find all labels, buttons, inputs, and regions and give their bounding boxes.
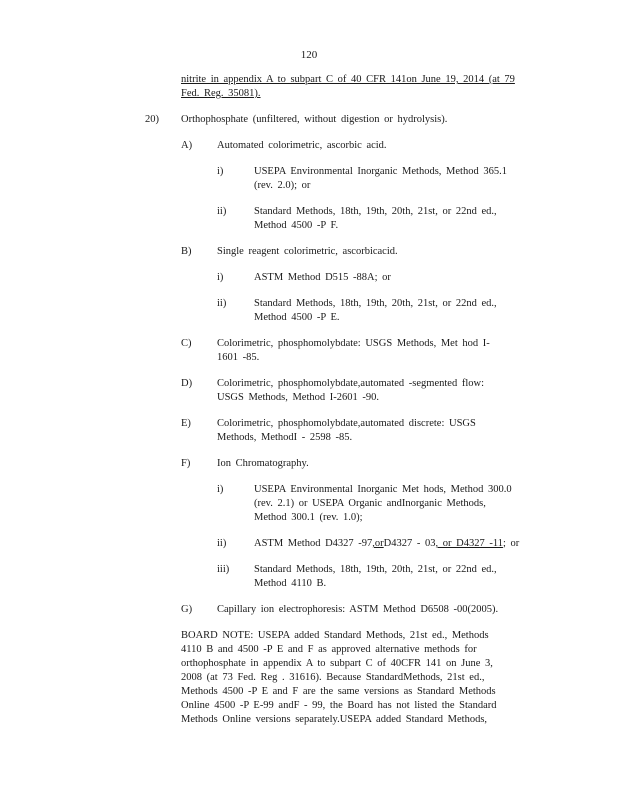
subitem-line: Ion Chromatography. — [217, 458, 309, 469]
intro-line: Fed. Reg. 35081). — [181, 88, 261, 99]
intro-paragraph — [181, 73, 536, 101]
subitem-line: Capillary ion electrophoresis: ASTM Method D6508 -00(2005). — [217, 604, 499, 615]
board-note — [181, 629, 536, 727]
clause-text — [254, 205, 536, 233]
subitem-line: Automated colorimetric, ascorbic acid. — [217, 140, 387, 151]
clause-text — [254, 297, 536, 325]
clause-marker: ii) — [217, 206, 227, 217]
clause-text-part: ; or — [502, 538, 520, 549]
clause-marker: i) — [217, 484, 224, 495]
subitem-marker: F) — [181, 458, 191, 469]
clause-line: Method 4500 -P E. — [254, 312, 340, 323]
clause-marker: i) — [217, 272, 224, 283]
board-note-line: Methods 4500 -P E and F are the same versions as Standard Methods — [181, 686, 496, 697]
item-heading-text: Orthophosphate (unfiltered, without digestion or hydrolysis). — [181, 114, 448, 125]
subitem-text — [217, 139, 536, 153]
clause-text — [254, 537, 544, 551]
board-note-line: Online 4500 -P E-99 andF - 99, the Board has not listed the Standard — [181, 700, 497, 711]
clause-text-part: D4327 - 03 — [383, 538, 436, 549]
intro-line: nitrite in appendix A to subpart C of 40 CFR 141on June 19, 2014 (at 79 — [181, 74, 515, 85]
subitem-text — [217, 417, 536, 445]
clause-line: Standard Methods, 18th, 19th, 20th, 21st, or 22nd ed., — [254, 564, 497, 575]
board-note-line: orthophosphate in appendix A to subpart C of 40CFR 141 on June 3, — [181, 658, 493, 669]
subitem-line: 1601 -85. — [217, 352, 260, 363]
clause-line: USEPA Environmental Inorganic Methods, Method 365.1 — [254, 166, 507, 177]
subitem-line: Colorimetric, phosphomolybdate: USGS Methods, Met hod I- — [217, 338, 490, 349]
clause-line: Method 4110 B. — [254, 578, 327, 589]
item-heading — [181, 113, 536, 127]
subitem-marker: C) — [181, 338, 192, 349]
clause-text — [254, 483, 536, 525]
subitem-marker: D) — [181, 378, 193, 389]
clause-line: (rev. 2.0); or — [254, 180, 311, 191]
subitem-marker: E) — [181, 418, 191, 429]
board-note-line: Methods Online versions separately.USEPA added Standard Methods, — [181, 714, 488, 725]
subitem-marker: A) — [181, 140, 193, 151]
clause-line — [254, 537, 544, 551]
subitem-line: Colorimetric, phosphomolybdate,automated discrete: USGS — [217, 418, 476, 429]
clause-marker: iii) — [217, 564, 230, 575]
board-note-line: 4110 B and 4500 -P E and F as approved alternative methods for — [181, 644, 477, 655]
amended-text: , or D4327 -11 — [435, 538, 503, 549]
subitem-line: USGS Methods, Method I-2601 -90. — [217, 392, 379, 403]
clause-line: Standard Methods, 18th, 19th, 20th, 21st, or 22nd ed., — [254, 298, 497, 309]
clause-line: Method 4500 -P F. — [254, 220, 339, 231]
clause-marker: ii) — [217, 538, 227, 549]
subitem-marker: G) — [181, 604, 193, 615]
clause-text — [254, 271, 536, 285]
subitem-line: Methods, MethodI - 2598 -85. — [217, 432, 353, 443]
board-note-line: BOARD NOTE: USEPA added Standard Methods, 21st ed., Methods — [181, 630, 489, 641]
clause-text-part: ASTM Method D4327 -97 — [254, 538, 373, 549]
subitem-text — [217, 457, 536, 471]
subitem-text — [217, 377, 536, 405]
board-note-line: 2008 (at 73 Fed. Reg . 31616). Because StandardMethods, 21st ed., — [181, 672, 485, 683]
amended-text: ,or — [372, 538, 384, 549]
clause-marker: ii) — [217, 298, 227, 309]
subitem-line: Single reagent colorimetric, ascorbicacid. — [217, 246, 398, 257]
clause-line: Standard Methods, 18th, 19th, 20th, 21st, or 22nd ed., — [254, 206, 497, 217]
clause-line: Method 300.1 (rev. 1.0); — [254, 512, 363, 523]
clause-line: (rev. 2.1) or USEPA Organic andInorganic Methods, — [254, 498, 486, 509]
subitem-line: Colorimetric, phosphomolybdate,automated -segmented flow: — [217, 378, 484, 389]
subitem-text — [217, 603, 536, 617]
subitem-text — [217, 337, 536, 365]
subitem-text — [217, 245, 536, 259]
subitem-marker: B) — [181, 246, 192, 257]
clause-line: USEPA Environmental Inorganic Met hods, Method 300.0 — [254, 484, 512, 495]
clause-text — [254, 563, 536, 591]
page-number: 120 — [300, 49, 318, 61]
clause-line: ASTM Method D515 -88A; or — [254, 272, 391, 283]
item-number: 20) — [145, 114, 159, 125]
clause-marker: i) — [217, 166, 224, 177]
clause-text — [254, 165, 536, 193]
